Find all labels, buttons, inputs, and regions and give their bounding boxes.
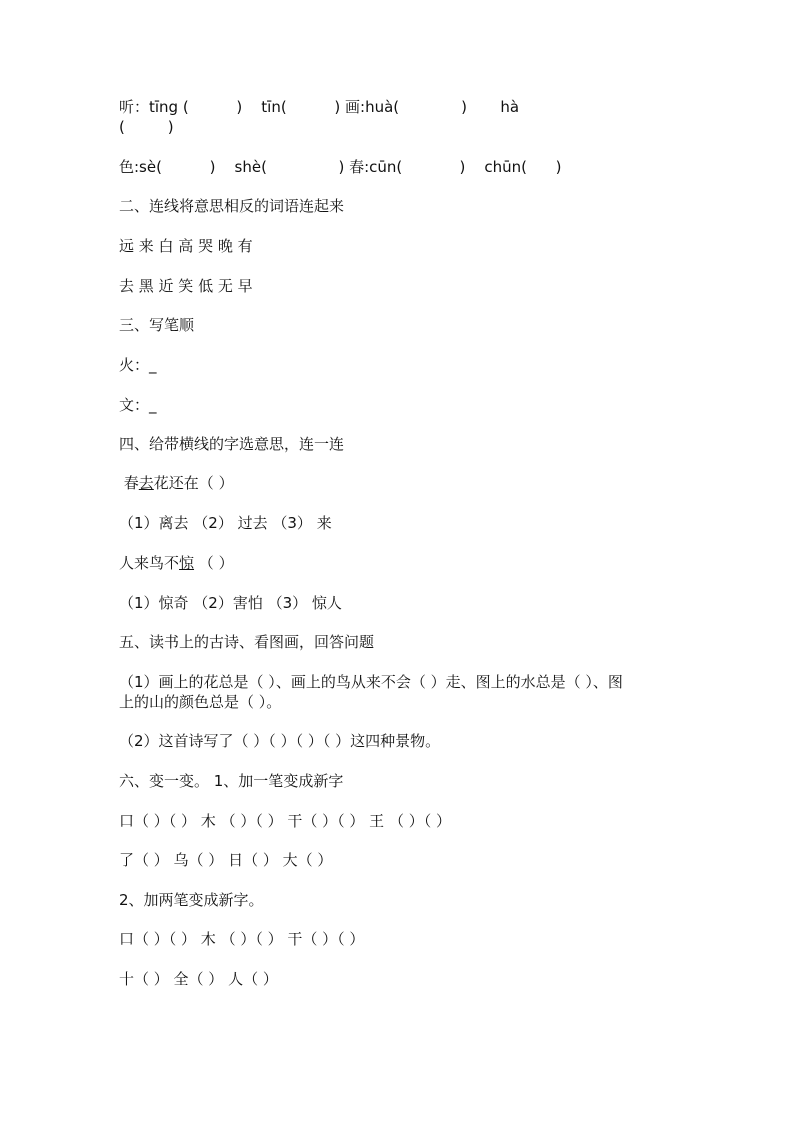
question-spring-line — [119, 473, 234, 493]
options-qu: （1）离去 （2） 过去 （3） 来 — [119, 514, 332, 532]
section-6-heading: 六、变一变。 1、加一笔变成新字 — [119, 772, 344, 790]
poem-question-1-wrap: 上的山的颜色总是（ ）。 — [119, 693, 282, 711]
options-jing: （1）惊奇 （2）害怕 （3） 惊人 — [119, 594, 342, 612]
add-two-strokes-row-2: 十（ ） 全（ ） 人（ ） — [119, 970, 278, 988]
poem-question-1: （1）画上的花总是（ ）、画上的鸟从来不会（ ）走、图上的水总是（ ）、图 — [119, 673, 623, 691]
underlined-char-qu: 去 — [138, 474, 154, 492]
question-spring-pre: 春 — [119, 474, 139, 492]
question-bird-post: （ ） — [194, 554, 234, 572]
pinyin-line-2: 色:sè( ) shè( ) 春:cūn( ) chūn( ) — [119, 158, 562, 176]
add-one-stroke-row-2: 了（ ） 乌（ ） 日（ ） 大（ ） — [119, 851, 333, 869]
add-two-strokes-heading: 2、加两笔变成新字。 — [119, 891, 264, 909]
question-bird-line — [119, 553, 234, 573]
underlined-char-jing: 惊 — [179, 554, 195, 572]
pinyin-line-1-wrap: ( ) — [119, 118, 174, 136]
question-bird-pre: 人来鸟不 — [119, 554, 180, 572]
question-spring-post: 花还在（ ） — [153, 474, 234, 492]
section-4-heading: 四、给带横线的字选意思，连一连 — [119, 435, 345, 453]
poem-question-2: （2）这首诗写了（ ）（ ）（ ）（ ）这四种景物。 — [119, 732, 441, 750]
section-5-heading: 五、读书上的古诗、看图画，回答问题 — [119, 633, 375, 651]
stroke-order-wen: 文：_ — [119, 396, 157, 414]
section-2-heading: 二、连线将意思相反的词语连起来 — [119, 197, 345, 215]
pinyin-line-1: 听：tīng ( ) tīn( ) 画:huà( ) hà — [119, 98, 520, 116]
word-row-1: 远 来 白 高 哭 晚 有 — [119, 237, 253, 255]
word-row-2: 去 黑 近 笑 低 无 早 — [119, 277, 253, 295]
stroke-order-huo: 火：_ — [119, 356, 157, 374]
add-one-stroke-row-1: 口（ ）（ ） 木 （ ）（ ） 干（ ）（ ） 王 （ ）（ ） — [119, 812, 451, 830]
section-3-heading: 三、写笔顺 — [119, 316, 195, 334]
add-two-strokes-row-1: 口（ ）（ ） 木 （ ）（ ） 干（ ）（ ） — [119, 930, 365, 948]
